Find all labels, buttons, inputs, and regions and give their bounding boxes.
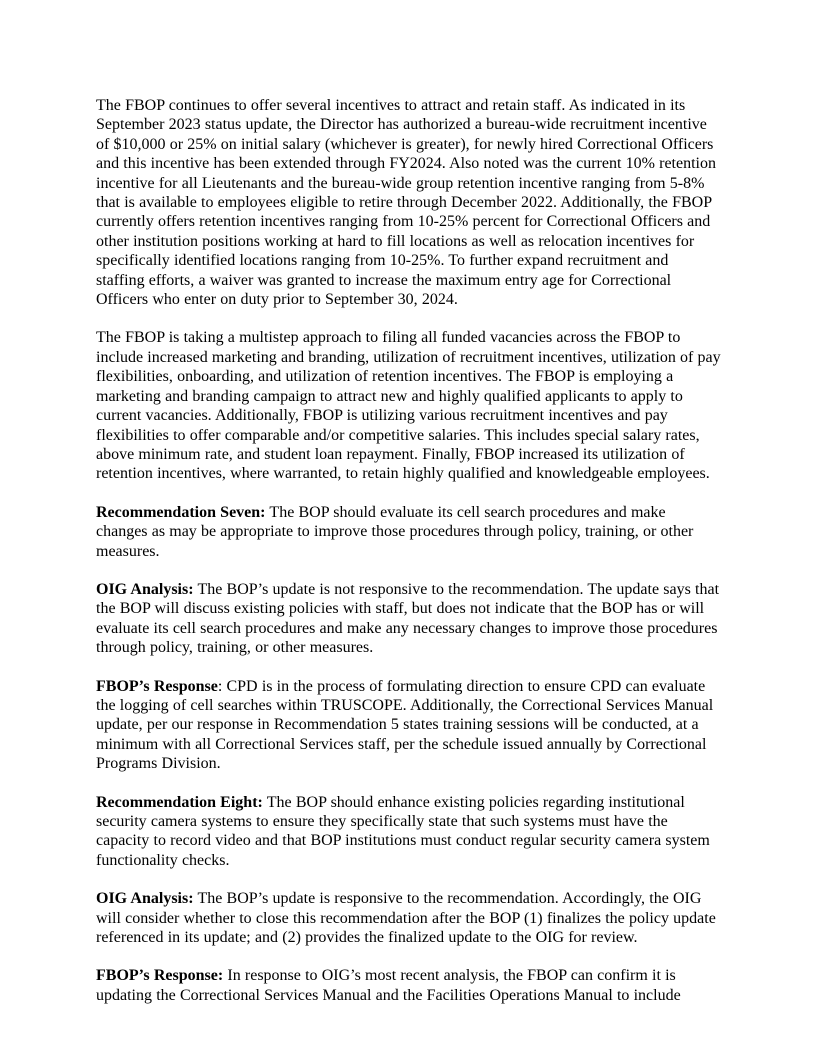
- paragraph: [96, 328, 721, 483]
- paragraph: [96, 966, 721, 1005]
- paragraph: [96, 677, 721, 774]
- paragraph-text: The BOP should enhance existing policies regarding institutional security camera systems to ensure they specifically state that such systems must have the capacity to record video and that BOP institutions must conduct regular security camera system functionality checks.: [96, 793, 710, 869]
- paragraph: [96, 793, 721, 871]
- paragraph-text: The BOP’s update is not responsive to the recommendation. The update says that the BOP will discuss existing policies with staff, but does not indicate that the BOP has or will evaluate its cell search procedures and make any necessary changes to improve those procedures through policy, training, or other measures.: [96, 580, 720, 657]
- paragraph: [96, 889, 721, 947]
- paragraph: [96, 503, 721, 561]
- paragraph-text: : CPD is in the process of formulating direction to ensure CPD can evaluate the logging of cell searches within TRUSCOPE. Additionally, the Correctional Services Manual update, per our response in Recommendation 5 states training sessions will be conducted, at a minimum with all Correctional Services staff, per the schedule issued annually by Correctional Programs Division.: [96, 677, 714, 773]
- paragraph-label: Recommendation Eight:: [96, 793, 263, 811]
- paragraph-text: The BOP’s update is responsive to the recommendation. Accordingly, the OIG will consider whether to close this recommendation after the BOP (1) finalizes the policy update referenced in its update; and (2) provides the finalized update to the OIG for review.: [96, 890, 716, 947]
- paragraph-text: The FBOP continues to offer several incentives to attract and retain staff. As indicated in its September 2023 status update, the Director has authorized a bureau-wide recruitment incentive of $10,000 or 25% on initial salary (whichever is greater), for newly hired Correctional Officers and this incentive has been extended through FY2024. Also noted was the current 10% retention incentive for all Lieutenants and the bureau-wide group retention incentive ranging from 5-8% that is available to employees eligible to retire through December 2022. Additionally, the FBOP currently offers retention incentives ranging from 10-25% percent for Correctional Officers and other institution positions working at hard to fill locations as well as relocation incentives for specifically identified locations ranging from 10-25%. To further expand recruitment and staffing efforts, a waiver was granted to increase the maximum entry age for Correctional Officers who enter on duty prior to September 30, 2024.: [96, 97, 716, 309]
- paragraph-label: OIG Analysis:: [96, 580, 194, 598]
- paragraph-label: FBOP’s Response: [96, 677, 218, 695]
- paragraph-text: The FBOP is taking a multistep approach to filing all funded vacancies across the FBOP to include increased marketing and branding, utilization of recruitment incentives, utilization of pay flexibilities, onboarding, and utilization of retention incentives. The FBOP is employing a marketing and branding campaign to attract new and highly qualified applicants to apply to current vacancies. Additionally, FBOP is utilizing various recruitment incentives and pay flexibilities to offer comparable and/or competitive salaries. This includes special salary rates, above minimum rate, and student loan repayment. Finally, FBOP increased its utilization of retention incentives, where warranted, to retain highly qualified and knowledgeable employees.: [96, 329, 721, 483]
- paragraph-label: OIG Analysis:: [96, 890, 194, 908]
- paragraph: [96, 580, 721, 658]
- paragraph-label: Recommendation Seven:: [96, 503, 266, 521]
- paragraph-text: In response to OIG’s most recent analysis, the FBOP can confirm it is updating the Correctional Services Manual and the Facilities Operations Manual to include: [96, 967, 681, 1004]
- paragraph-label: FBOP’s Response:: [96, 967, 224, 985]
- paragraph: [96, 96, 721, 309]
- paragraph-text: The BOP should evaluate its cell search procedures and make changes as may be appropriate to improve those procedures through policy, training, or other measures.: [96, 503, 694, 560]
